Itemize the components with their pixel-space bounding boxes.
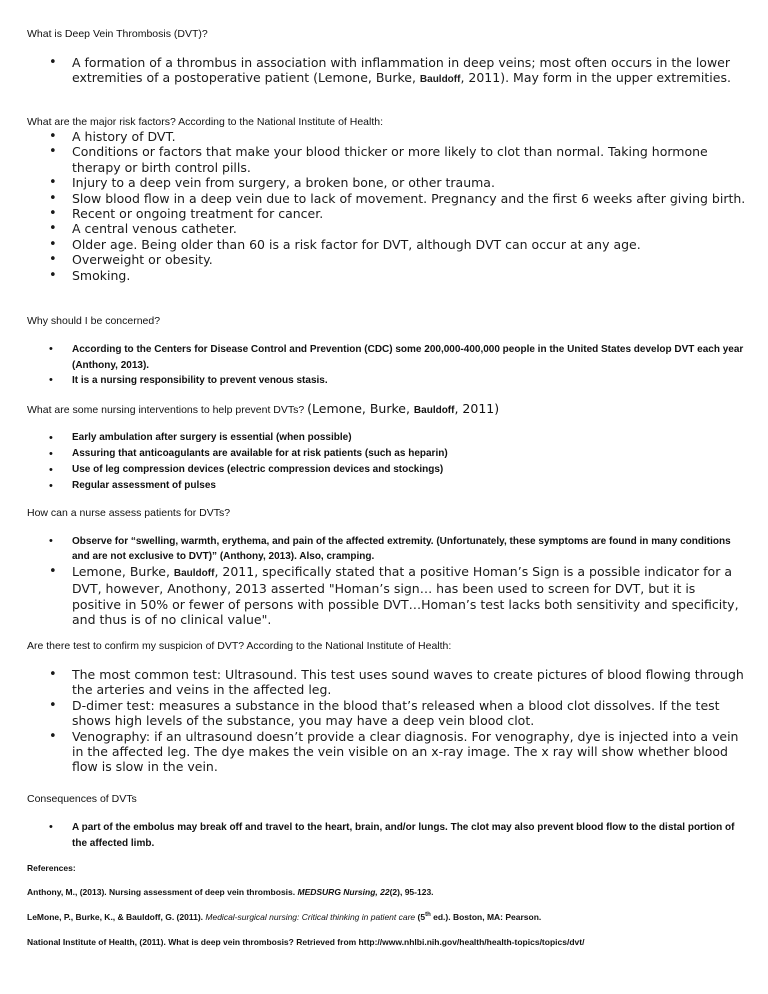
list-assess <box>72 534 748 564</box>
list-item: • The most common test: Ultrasound. This test uses sound waves to create pictures of blood flowing through the arteries and veins in the affected leg. <box>72 667 748 698</box>
list-item: • Early ambulation after surgery is essential (when possible) <box>72 430 748 446</box>
heading-interventions: What are some nursing interventions to help prevent DVTs? (Lemone, Burke, Bauldoff, 2011) <box>27 401 500 416</box>
list-item: • Injury to a deep vein from surgery, a broken bone, or other trauma. <box>72 175 748 190</box>
list-item: • A history of DVT. <box>72 129 748 144</box>
list-item: • Observe for “swelling, warmth, erythema, and pain of the affected extremity. (Unfortunately, these symptoms are found in many conditions and are not exclusive to DVT)” (Anthony, 2013). Also, cramping. <box>72 534 748 564</box>
list-item: • Smoking. <box>72 268 748 283</box>
heading-consequences: Consequences of DVTs <box>27 793 137 805</box>
list-item: • Slow blood flow in a deep vein due to lack of movement. Pregnancy and the first 6 weeks after giving birth. <box>72 191 748 206</box>
list-item: • A formation of a thrombus in association with inflammation in deep veins; most often occurs in the lower extremities of a postoperative patient (Lemone, Burke, Bauldoff, 2011). May form in the upper extremities. <box>72 55 748 88</box>
list-risk-factors <box>72 129 748 283</box>
list-item: • Recent or ongoing treatment for cancer. <box>72 206 748 221</box>
list-consequences <box>72 820 748 851</box>
list-item: • Conditions or factors that make your blood thicker or more likely to clot than normal. Taking hormone therapy or birth control pills. <box>72 144 748 175</box>
list-what-is-dvt <box>72 55 748 88</box>
list-item: • A central venous catheter. <box>72 221 748 236</box>
heading-risk-factors: What are the major risk factors? According to the National Institute of Health: <box>27 116 384 128</box>
heading-tests: Are there test to confirm my suspicion of DVT? According to the National Institute of Health: <box>27 640 452 652</box>
list-why-concerned <box>72 342 748 389</box>
list-item: • Older age. Being older than 60 is a risk factor for DVT, although DVT can occur at any age. <box>72 237 748 252</box>
heading-citation: (Lemone, Burke, Bauldoff, 2011) <box>307 401 500 416</box>
references-heading: References: <box>27 863 76 873</box>
heading-assess: How can a nurse assess patients for DVTs? <box>27 507 231 519</box>
list-tests <box>72 667 748 775</box>
heading-what-is-dvt: What is Deep Vein Thrombosis (DVT)? <box>27 28 208 40</box>
list-interventions <box>72 430 748 494</box>
list-item: • Assuring that anticoagulants are available for at risk patients (such as heparin) <box>72 446 748 462</box>
reference-lemone: LeMone, P., Burke, K., & Bauldoff, G. (2011). Medical-surgical nursing: Critical thinking in patient care (5th ed.). Boston, MA: Pearson. <box>27 912 542 922</box>
list-item: • D-dimer test: measures a substance in the blood that’s released when a blood clot dissolves. If the test shows high levels of the substance, you may have a deep vein blood clot. <box>72 698 748 729</box>
list-item: • According to the Centers for Disease Control and Prevention (CDC) some 200,000-400,000 people in the United States develop DVT each year (Anthony, 2013). <box>72 342 748 373</box>
list-assess-homans <box>72 564 748 628</box>
heading-why-concerned: Why should I be concerned? <box>27 315 161 327</box>
reference-nih: National Institute of Health, (2011). What is deep vein thrombosis? Retrieved from http://www.nhlbi.nih.gov/health/health-topics/topics/dvt/ <box>27 937 585 947</box>
reference-anthony: Anthony, M., (2013). Nursing assessment of deep vein thrombosis. MEDSURG Nursing, 22(2), 95-123. <box>27 887 434 897</box>
list-item: • Lemone, Burke, Bauldoff, 2011, specifically stated that a positive Homan’s Sign is a possible indicator for a DVT, however, Anothony, 2013 asserted "Homan’s sign… has been used to screen for DVT, but it is positive in 50% or fewer of persons with possible DVT…Homan’s test lacks both sensitivity and specificity, and thus is of no clinical value". <box>72 564 748 628</box>
list-item: • A part of the embolus may break off and travel to the heart, brain, and/or lungs. The clot may also prevent blood flow to the distal portion of the affected limb. <box>72 820 748 851</box>
list-item: • It is a nursing responsibility to prevent venous stasis. <box>72 373 748 389</box>
list-item: • Overweight or obesity. <box>72 252 748 267</box>
list-item: • Regular assessment of pulses <box>72 478 748 494</box>
list-item: • Use of leg compression devices (electric compression devices and stockings) <box>72 462 748 478</box>
list-item: • Venography: if an ultrasound doesn’t provide a clear diagnosis. For venography, dye is injected into a vein in the affected leg. The dye makes the vein visible on an x-ray image. The x ray will show whether blood flow is slow in the vein. <box>72 729 748 775</box>
